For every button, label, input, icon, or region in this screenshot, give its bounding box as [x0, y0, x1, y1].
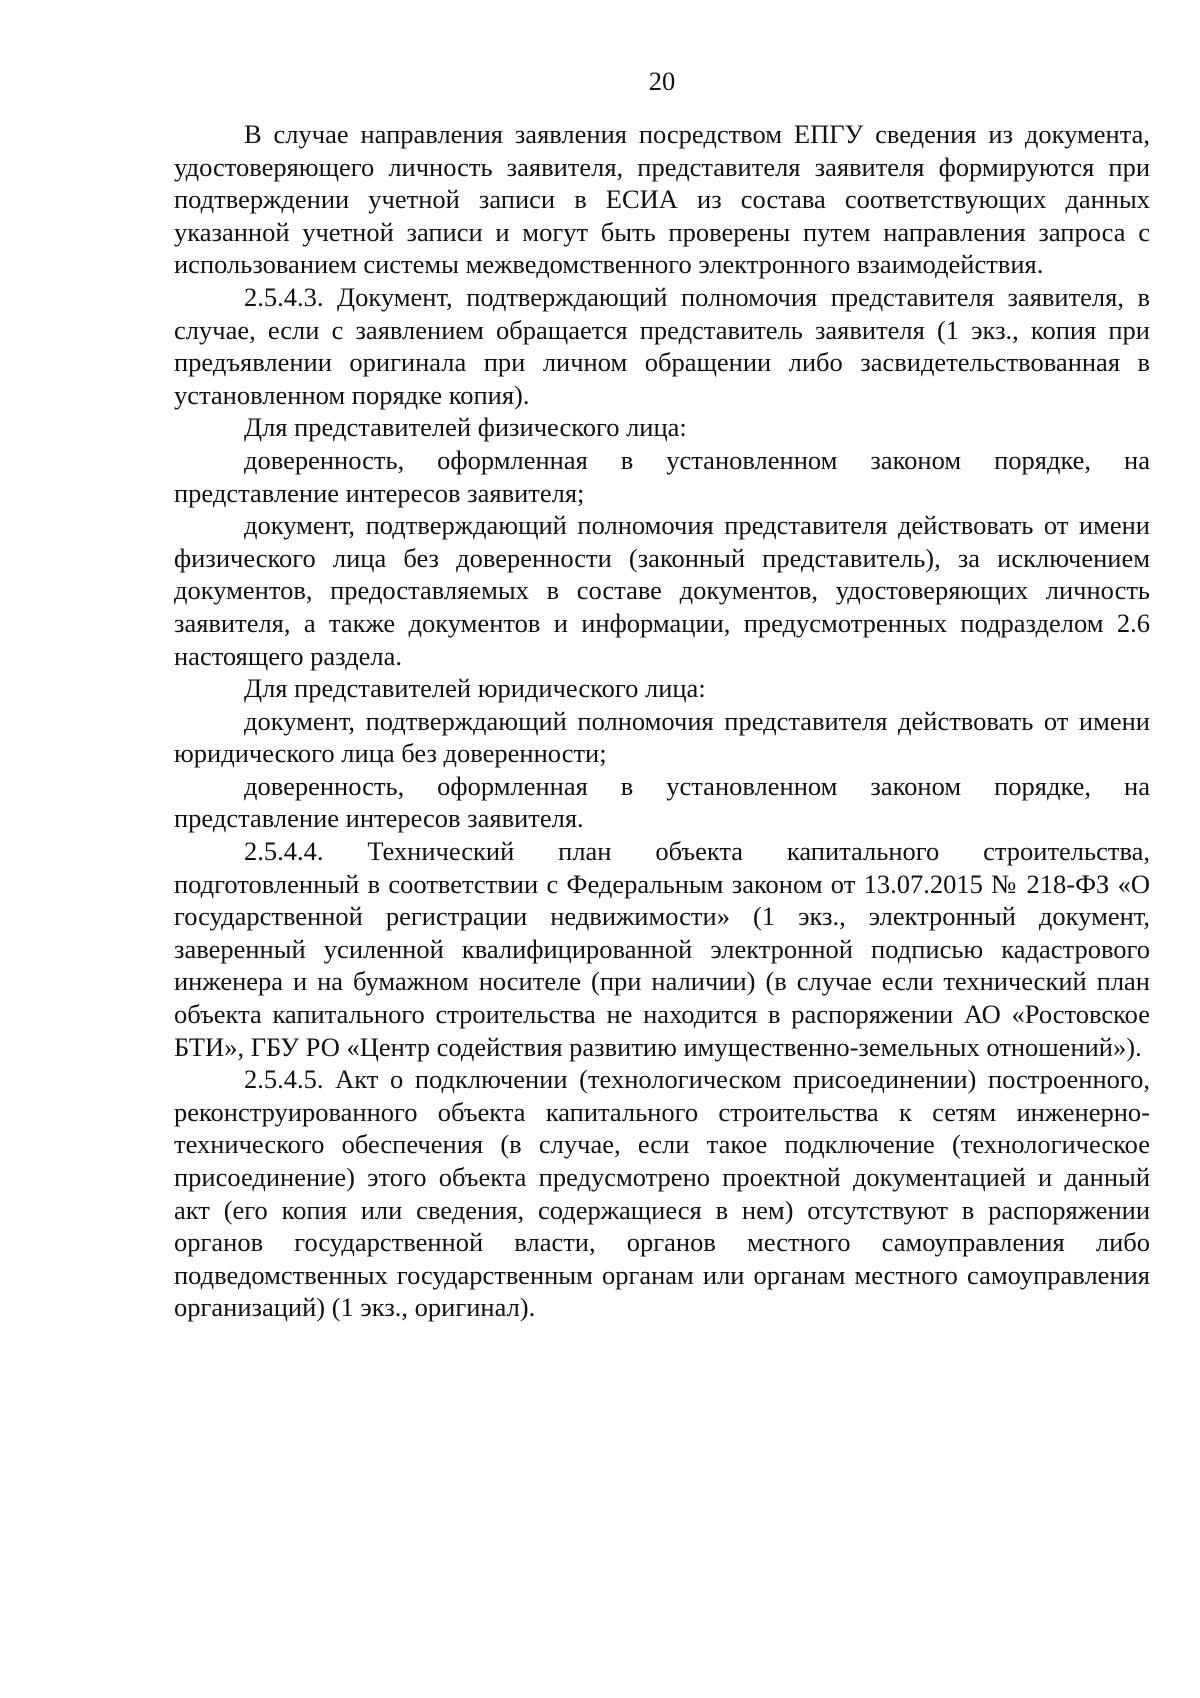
- paragraph-legal-entity-authority-document: документ, подтверждающий полномочия представителя действовать от имени юридического лица без доверенности;: [174, 705, 1150, 769]
- document-body: [174, 118, 1150, 1324]
- paragraph-epgu-identity-data: В случае направления заявления посредством ЕПГУ сведения из документа, удостоверяющего личность заявителя, представителя заявителя формируются при подтверждении учетной записи в ЕСИА из состава соответствующих данных указанной учетной записи и могут быть проверены путем направления запроса с использованием системы межведомственного электронного взаимодействия.: [174, 119, 1150, 280]
- paragraph-individual-legal-representative: документ, подтверждающий полномочия представителя действовать от имени физического лица без доверенности (законный представитель), за исключением документов, предоставляемых в составе документов, удостоверяющих личность заявителя, а также документов и информации, предусмотренных подразделом 2.6 настоящего раздела.: [174, 510, 1150, 671]
- paragraph-legal-entity-power-of-attorney: доверенность, оформленная в установленном законом порядке, на представление интересов заявителя.: [174, 770, 1150, 834]
- paragraph-2-5-4-4: 2.5.4.4. Технический план объекта капитального строительства, подготовленный в соответствии с Федеральным законом от 13.07.2015 № 218-ФЗ «О государственной регистрации недвижимости» (1 экз., электронный документ, заверенный усиленной квалифицированной электронной подписью кадастрового инженера и на бумажном носителе (при наличии) (в случае если технический план объекта капитального строительства не находится в распоряжении АО «Ростовское БТИ», ГБУ РО «Центр содействия развитию имущественно-земельных отношений»).: [174, 836, 1150, 1062]
- paragraph-individual-power-of-attorney: доверенность, оформленная в установленном законом порядке, на представление интересов заявителя;: [174, 444, 1150, 508]
- paragraph-2-5-4-3: 2.5.4.3. Документ, подтверждающий полномочия представителя заявителя, в случае, если с заявлением обращается представитель заявителя (1 экз., копия при предъявлении оригинала при личном обращении либо засвидетельствованная в установленном порядке копия).: [174, 281, 1150, 410]
- paragraph-individual-representatives-heading: Для представителей физического лица:: [244, 412, 687, 443]
- page-number: 20: [648, 66, 676, 96]
- paragraph-2-5-4-5: 2.5.4.5. Акт о подключении (технологическом присоединении) построенного, реконструированного объекта капитального строительства к сетям инженерно-технического обеспечения (в случае, если такое подключение (технологическое присоединение) этого объекта предусмотрено проектной документацией и данный акт (его копия или сведения, содержащиеся в нем) отсутствуют в распоряжении органов государственной власти, органов местного самоуправления либо подведомственных государственным органам или органам местного самоуправления организаций) (1 экз., оригинал).: [174, 1064, 1150, 1323]
- paragraph-legal-entity-representatives-heading: Для представителей юридического лица:: [244, 673, 706, 704]
